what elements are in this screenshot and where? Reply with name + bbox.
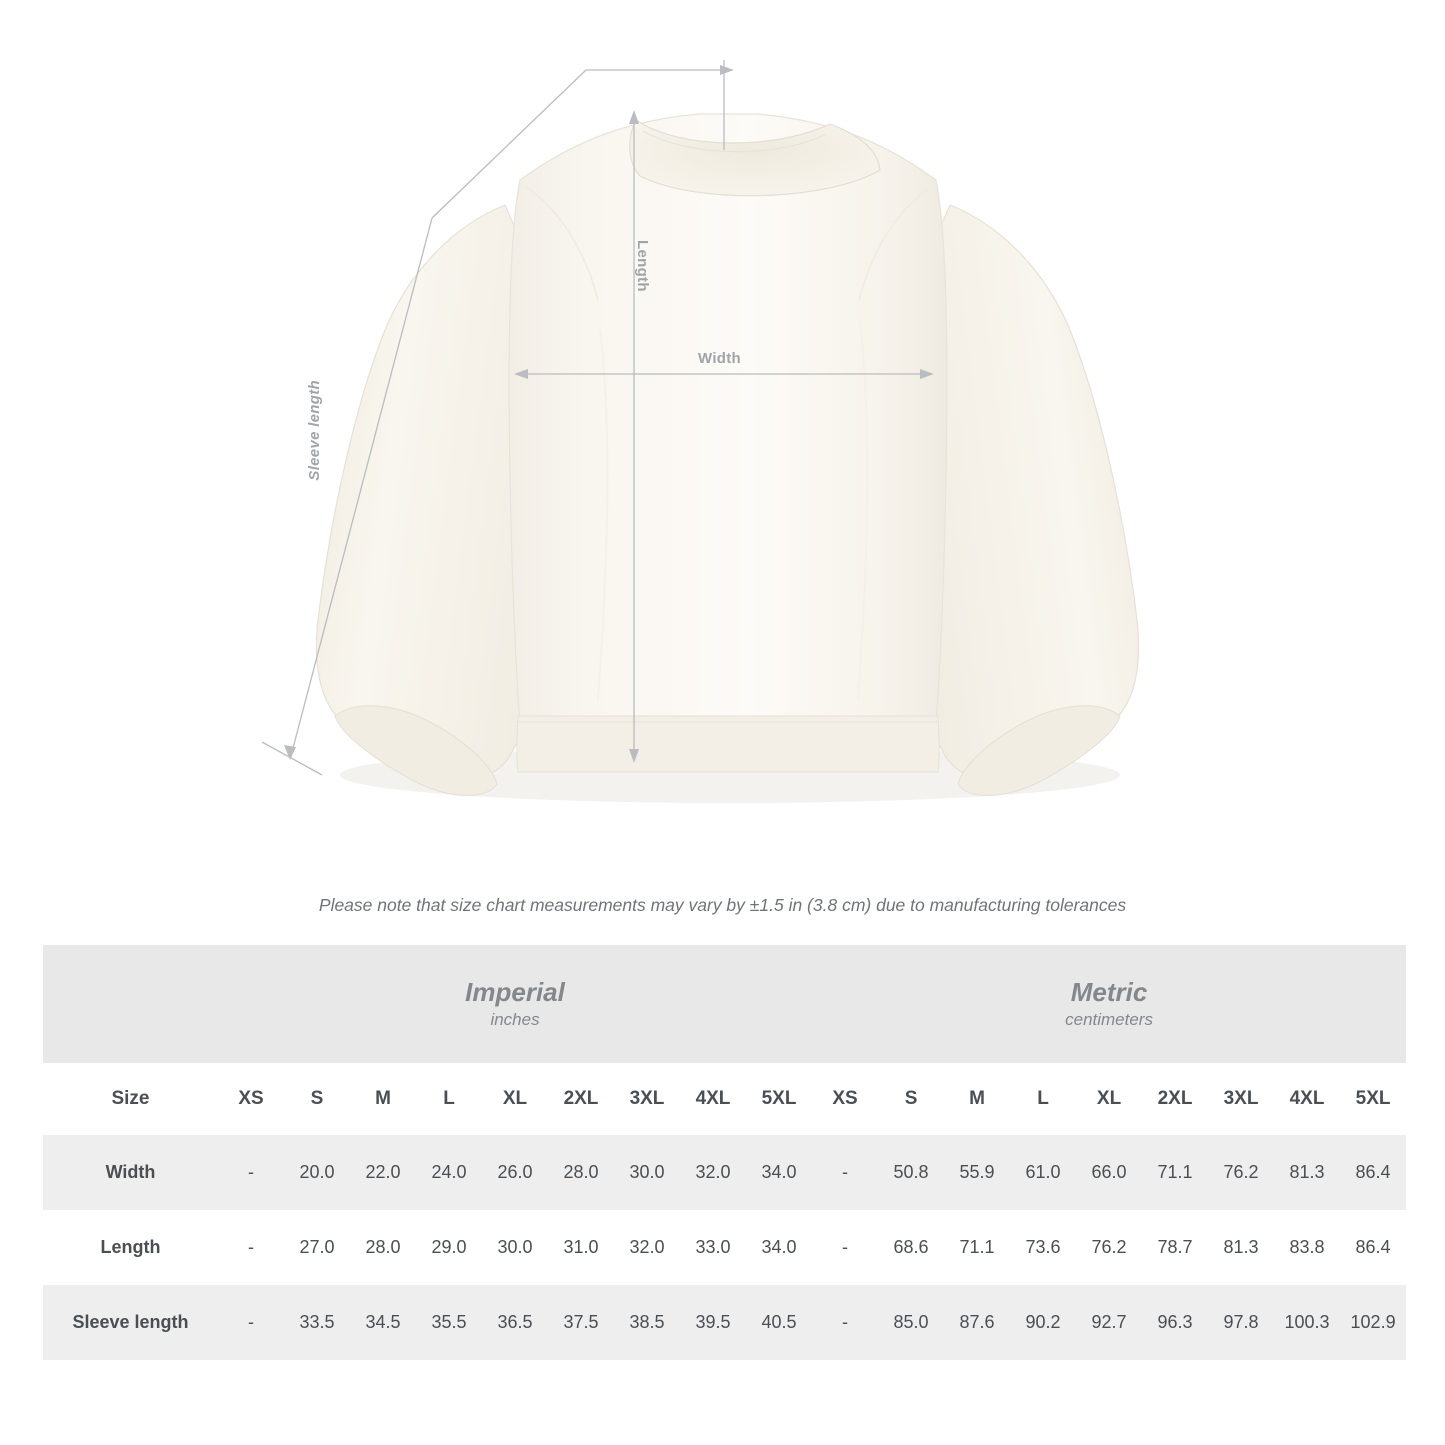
size-col-metric-5xl: 5XL (1340, 1063, 1406, 1135)
imperial-header (218, 945, 812, 1063)
size-col-imperial-3xl: 3XL (614, 1063, 680, 1135)
length-metric-5xl: 86.4 (1340, 1210, 1406, 1285)
width-metric-5xl: 86.4 (1340, 1135, 1406, 1210)
sleeve-imperial-s: 33.5 (284, 1285, 350, 1360)
sleeve-imperial-xs: - (218, 1285, 284, 1360)
size-header-row (43, 1063, 1406, 1135)
length-imperial-3xl: 32.0 (614, 1210, 680, 1285)
sleeve-imperial-4xl: 39.5 (680, 1285, 746, 1360)
width-imperial-s: 20.0 (284, 1135, 350, 1210)
width-metric-s: 50.8 (878, 1135, 944, 1210)
metric-title: Metric (1070, 976, 1148, 1007)
size-chart-table (43, 945, 1406, 1360)
metric-subtitle: centimeters (1065, 1010, 1153, 1030)
width-imperial-4xl: 32.0 (680, 1135, 746, 1210)
length-imperial-5xl: 34.0 (746, 1210, 812, 1285)
width-imperial-xl: 26.0 (482, 1135, 548, 1210)
width-metric-m: 55.9 (944, 1135, 1010, 1210)
sleeve-metric-s: 85.0 (878, 1285, 944, 1360)
length-metric-4xl: 83.8 (1274, 1210, 1340, 1285)
width-metric-xs: - (812, 1135, 878, 1210)
sleeve-imperial-3xl: 38.5 (614, 1285, 680, 1360)
sleeve-imperial-2xl: 37.5 (548, 1285, 614, 1360)
imperial-subtitle: inches (490, 1010, 540, 1030)
length-imperial-2xl: 31.0 (548, 1210, 614, 1285)
length-imperial-4xl: 33.0 (680, 1210, 746, 1285)
units-header-row (43, 945, 1406, 1063)
size-col-imperial-4xl: 4XL (680, 1063, 746, 1135)
size-col-imperial-s: S (284, 1063, 350, 1135)
width-metric-2xl: 71.1 (1142, 1135, 1208, 1210)
width-imperial-2xl: 28.0 (548, 1135, 614, 1210)
length-metric-3xl: 81.3 (1208, 1210, 1274, 1285)
length-metric-s: 68.6 (878, 1210, 944, 1285)
length-metric-l: 73.6 (1010, 1210, 1076, 1285)
size-col-metric-4xl: 4XL (1274, 1063, 1340, 1135)
width-metric-xl: 66.0 (1076, 1135, 1142, 1210)
tolerance-note: Please note that size chart measurements may vary by ±1.5 in (3.8 cm) due to manufacturing tolerances (318, 895, 1127, 915)
width-imperial-5xl: 34.0 (746, 1135, 812, 1210)
length-imperial-xl: 30.0 (482, 1210, 548, 1285)
row-label-sleeve-length: Sleeve length (43, 1285, 218, 1360)
sleeve-metric-5xl: 102.9 (1340, 1285, 1406, 1360)
length-metric-xl: 76.2 (1076, 1210, 1142, 1285)
width-imperial-xs: - (218, 1135, 284, 1210)
length-metric-2xl: 78.7 (1142, 1210, 1208, 1285)
imperial-title: Imperial (465, 976, 565, 1007)
size-chart-table-wrapper (43, 945, 1402, 1360)
sleeve-length-label: Sleeve length (306, 380, 323, 481)
size-col-imperial-m: M (350, 1063, 416, 1135)
sleeve-imperial-l: 35.5 (416, 1285, 482, 1360)
length-imperial-xs: - (218, 1210, 284, 1285)
size-col-metric-s: S (878, 1063, 944, 1135)
row-label-width: Width (43, 1135, 218, 1210)
length-metric-m: 71.1 (944, 1210, 1010, 1285)
sleeve-metric-2xl: 96.3 (1142, 1285, 1208, 1360)
sleeve-metric-3xl: 97.8 (1208, 1285, 1274, 1360)
width-imperial-3xl: 30.0 (614, 1135, 680, 1210)
length-imperial-s: 27.0 (284, 1210, 350, 1285)
size-col-metric-xl: XL (1076, 1063, 1142, 1135)
length-label: Length (634, 240, 651, 292)
sleeve-imperial-m: 34.5 (350, 1285, 416, 1360)
sleeve-metric-l: 90.2 (1010, 1285, 1076, 1360)
size-col-metric-xs: XS (812, 1063, 878, 1135)
size-col-imperial-5xl: 5XL (746, 1063, 812, 1135)
metric-header (812, 945, 1406, 1063)
size-col-metric-3xl: 3XL (1208, 1063, 1274, 1135)
size-col-imperial-2xl: 2XL (548, 1063, 614, 1135)
width-imperial-m: 22.0 (350, 1135, 416, 1210)
size-col-metric-l: L (1010, 1063, 1076, 1135)
width-metric-l: 61.0 (1010, 1135, 1076, 1210)
width-metric-4xl: 81.3 (1274, 1135, 1340, 1210)
sleeve-imperial-5xl: 40.5 (746, 1285, 812, 1360)
size-col-imperial-l: L (416, 1063, 482, 1135)
sleeve-metric-xl: 92.7 (1076, 1285, 1142, 1360)
units-header-blank (43, 945, 218, 1063)
sleeve-metric-4xl: 100.3 (1274, 1285, 1340, 1360)
size-col-metric-2xl: 2XL (1142, 1063, 1208, 1135)
sleeve-metric-xs: - (812, 1285, 878, 1360)
length-metric-xs: - (812, 1210, 878, 1285)
sleeve-metric-m: 87.6 (944, 1285, 1010, 1360)
size-col-metric-m: M (944, 1063, 1010, 1135)
size-col-imperial-xl: XL (482, 1063, 548, 1135)
size-row-label: Size (43, 1063, 218, 1135)
width-imperial-l: 24.0 (416, 1135, 482, 1210)
width-label: Width (698, 350, 742, 367)
row-label-length: Length (43, 1210, 218, 1285)
size-col-imperial-xs: XS (218, 1063, 284, 1135)
length-imperial-l: 29.0 (416, 1210, 482, 1285)
sleeve-imperial-xl: 36.5 (482, 1285, 548, 1360)
table-row-sleeve-length (43, 1285, 1406, 1360)
table-row-length (43, 1210, 1406, 1285)
length-imperial-m: 28.0 (350, 1210, 416, 1285)
width-metric-3xl: 76.2 (1208, 1135, 1274, 1210)
table-row-width (43, 1135, 1406, 1210)
